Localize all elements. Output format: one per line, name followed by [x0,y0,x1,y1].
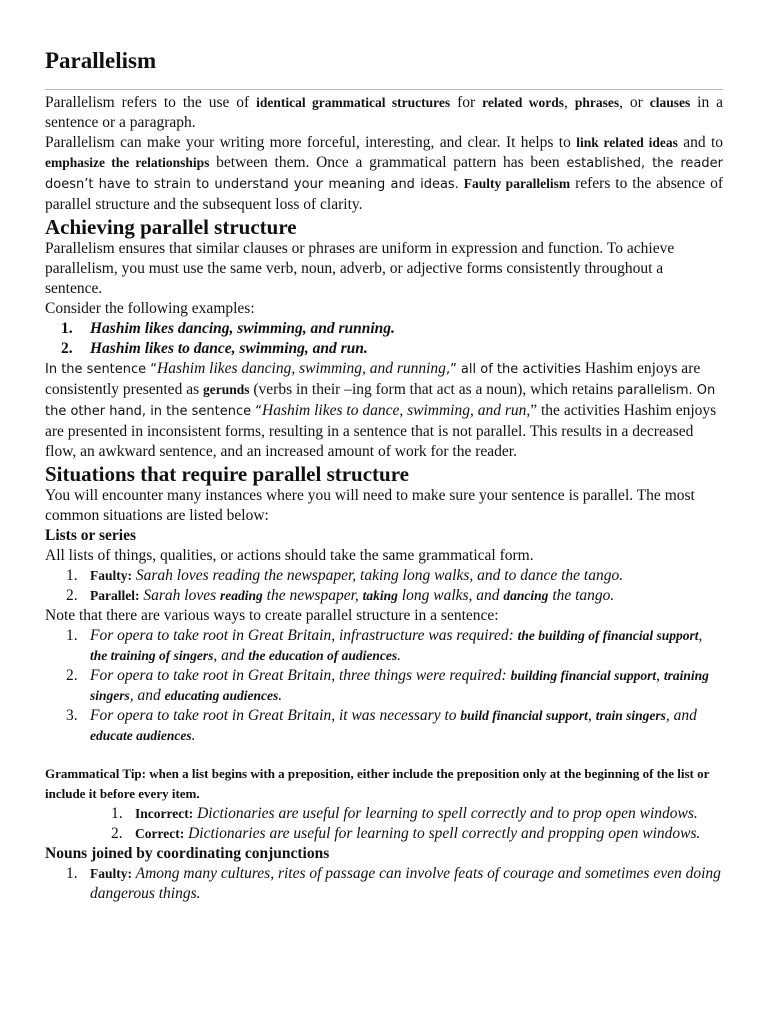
intro-paragraph-1: Parallelism refers to the use of identical grammatical structures for related words, phrases, or clauses in a sentence or a paragraph. [45,94,723,131]
example-list [45,319,723,359]
examples-intro: Consider the following examples: [45,300,255,317]
list-item: 2. Correct: Dictionaries are useful for learning to spell correctly and propping open windows. [111,825,701,842]
note-paragraph: Note that there are various ways to create parallel structure in a sentence: [45,607,499,624]
achieving-paragraph: Parallelism ensures that similar clauses or phrases are uniform in expression and function. To achieve parallelism, you must use the same verb, noun, adverb, or adjective forms consistently throughout a sentence. [45,240,675,297]
page-title: Parallelism [45,48,157,73]
intro-paragraph-2: Parallelism can make your writing more forceful, interesting, and clear. It helps to link related ideas and to emphasize the relationships between them. Once a grammatical pattern has been established, the reader doesn’t have to strain to understand your meaning and ideas. Faulty parallelism refers to the absence of parallel structure and the subsequent loss of clarity. [45,134,724,213]
list-item: 1. For opera to take root in Great Britain, infrastructure was required: the building of financial support, the training of singers, and the education of audiences. [66,627,703,664]
tip-example-list [45,804,723,844]
list-item: 1. Faulty: Among many cultures, rites of passage can involve feats of courage and sometimes even doing dangerous things. [66,865,721,902]
opera-example-list [45,626,723,746]
list-item: 3. For opera to take root in Great Britain, it was necessary to build financial support, train singers, and educate audiences. [66,707,697,744]
spacer [45,746,723,764]
list-item: 2. For opera to take root in Great Britain, three things were required: building financial support, training singers, and educating audiences. [66,667,709,704]
list-item: 2. Parallel: Sarah loves reading the newspaper, taking long walks, and dancing the tango. [66,587,615,604]
list-item: 1. Faulty: Sarah loves reading the newspaper, taking long walks, and to dance the tango. [66,567,624,584]
explanation-paragraph: In the sentence “Hashim likes dancing, swimming, and running,” all of the activities Hashim enjoys are consistently presented as gerunds (verbs in their –ing form that act as a noun), which retains parallelism. On the other hand, in the sentence “Hashim likes to dance, swimming, and run,” the activities Hashim enjoys are presented in inconsistent forms, resulting in a sentence that is not parallel. This results in a decreased flow, an awkward sentence, and an increased amount of work for the reader. [45,360,717,460]
lists-paragraph: All lists of things, qualities, or actions should take the same grammatical form. [45,547,534,564]
lists-subheading: Lists or series [45,527,136,544]
grammatical-tip: Grammatical Tip: when a list begins with a preposition, either include the preposition only at the beginning of the list or include it before every item. [45,766,710,801]
document-page [45,44,723,904]
lists-example-list [45,566,723,606]
title-divider [45,89,723,90]
achieving-heading: Achieving parallel structure [45,215,297,239]
situations-paragraph: You will encounter many instances where you will need to make sure your sentence is parallel. The most common situations are listed below: [45,487,695,524]
list-item: 1. Incorrect: Dictionaries are useful for learning to spell correctly and to prop open windows. [111,805,698,822]
list-item: 1. Hashim likes dancing, swimming, and running. [61,320,395,337]
nouns-example-list [45,864,723,904]
nouns-subheading: Nouns joined by coordinating conjunctions [45,845,330,862]
situations-heading: Situations that require parallel structure [45,462,409,486]
list-item: 2. Hashim likes to dance, swimming, and run. [61,340,368,357]
